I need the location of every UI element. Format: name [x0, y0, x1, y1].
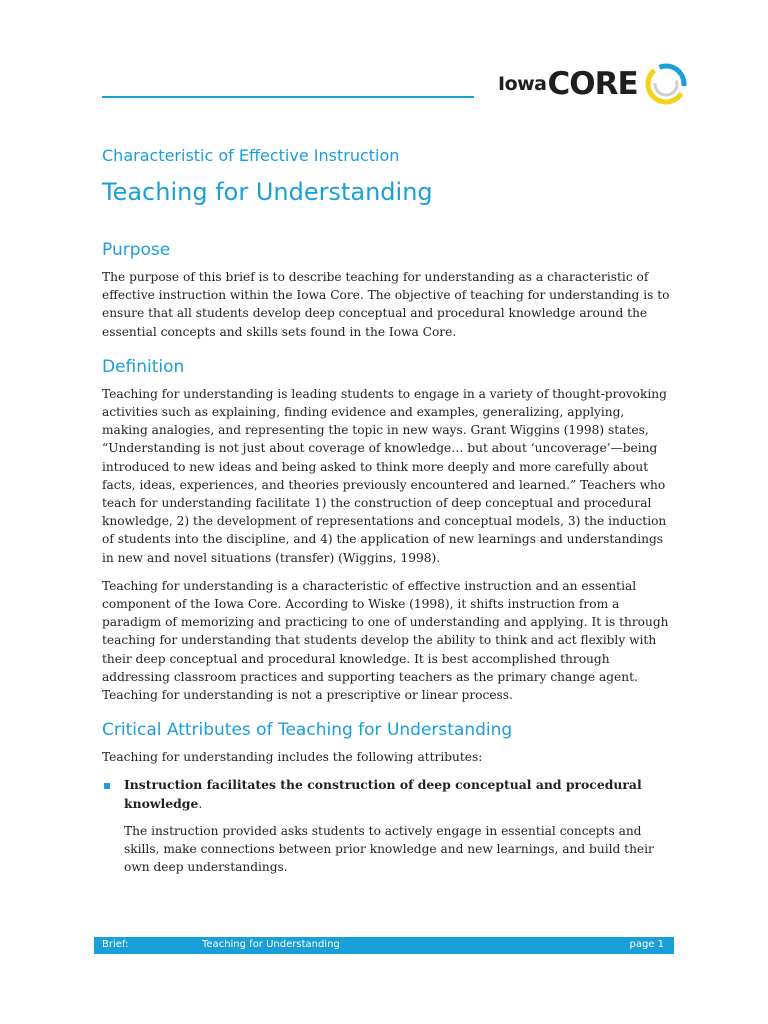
- purpose-paragraph: The purpose of this brief is to describe teaching for understanding as a characteristic of effective instruction within the Iowa Core. The objective of teaching for understanding is to ensure that all students develop deep conceptual and procedural knowledge around the essential concepts and skills sets found in the Iowa Core.: [102, 270, 670, 339]
- definition-paragraph-1: Teaching for understanding is leading students to engage in a variety of thought-provoking activities such as explaining, finding evidence and examples, generalizing, applying, making analogies, and representing the topic in new ways. Grant Wiggins (1998) states, “Understanding is not just about coverage of knowledge… but about ‘uncoverage’—being introduced to new ideas and being asked to think more deeply and more carefully about facts, ideas, experiences, and theories previously encountered and learned.” Teachers who teach for understanding facilitate 1) the construction of deep conceptual and procedural knowledge, 2) the development of representations and conceptual models, 3) the induction of students into the discipline, and 4) the application of new learnings and understandings in new and novel situations (transfer) (Wiggins, 1998).: [102, 386, 667, 565]
- footer-brief-label: Brief:: [102, 939, 129, 950]
- page-footer: [94, 937, 674, 954]
- footer-title: Teaching for Understanding: [202, 939, 340, 950]
- document-eyebrow: Characteristic of Effective Instruction: [102, 146, 400, 165]
- list-item: [102, 776, 670, 886]
- attribute-heading-period: .: [198, 795, 203, 811]
- footer-page-number: page 1: [629, 939, 664, 950]
- attribute-description: The instruction provided asks students to actively engage in essential concepts and skills, make connections between prior knowledge and new learnings, and build their own deep understandings.: [124, 823, 654, 875]
- iowa-core-logo: [498, 60, 688, 108]
- purpose-heading: Purpose: [102, 240, 171, 260]
- logo-iowa-text: Iowa: [498, 73, 547, 95]
- core-ring-icon: [644, 62, 688, 106]
- document-body: [102, 240, 670, 886]
- document-title: Teaching for Understanding: [102, 178, 433, 206]
- attribute-heading: [124, 776, 670, 812]
- definition-paragraph-2: Teaching for understanding is a characteristic of effective instruction and an essential component of the Iowa Core. According to Wiske (1998), it shifts instruction from a paradigm of memorizing and practicing to one of understanding and applying. It is through teaching for understanding that students develop the ability to think and act flexibly with their deep conceptual and procedural knowledge. It is best accomplished through addressing classroom practices and supporting teachers as the primary change agent. Teaching for understanding is not a prescriptive or linear process.: [102, 578, 669, 703]
- bullet-square-icon: [104, 783, 110, 789]
- attribute-heading-text: Instruction facilitates the construction of deep conceptual and procedural knowledge: [124, 777, 642, 811]
- logo-core-text: CORE: [547, 66, 638, 102]
- attributes-intro: Teaching for understanding includes the following attributes:: [102, 750, 483, 765]
- definition-heading: Definition: [102, 356, 185, 377]
- header-rule: [102, 96, 474, 98]
- attributes-heading: Critical Attributes of Teaching for Understanding: [102, 720, 513, 741]
